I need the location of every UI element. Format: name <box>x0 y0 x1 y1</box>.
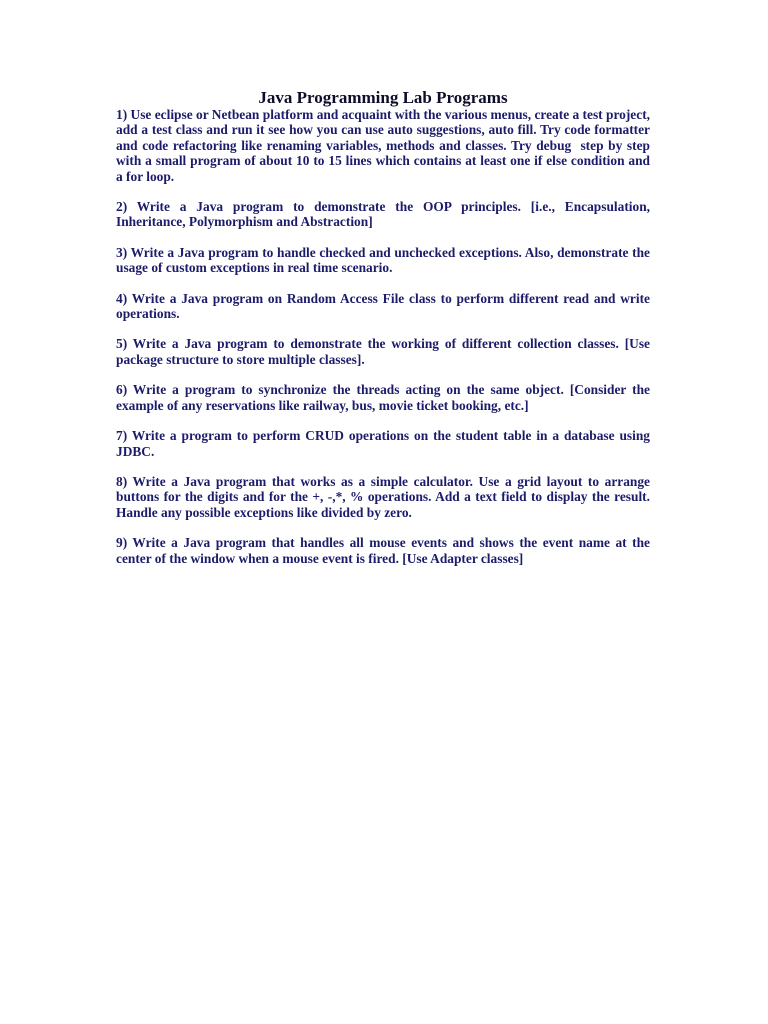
program-item-9: 9) Write a Java program that handles all mouse events and shows the event name at the center of the window when a mouse event is fired. [Use Adapter classes] <box>116 535 654 566</box>
program-item-7: 7) Write a program to perform CRUD operations on the student table in a database using JDBC. <box>116 428 654 459</box>
document-page <box>116 88 654 581</box>
program-item-6: 6) Write a program to synchronize the threads acting on the same object. [Consider the example of any reservations like railway, bus, movie ticket booking, etc.] <box>116 382 654 413</box>
program-item-2: 2) Write a Java program to demonstrate the OOP principles. [i.e., Encapsulation, Inheritance, Polymorphism and Abstraction] <box>116 199 654 230</box>
program-item-8: 8) Write a Java program that works as a simple calculator. Use a grid layout to arrange buttons for the digits and for the +, -,*, % operations. Add a text field to display the result. Handle any possible exceptions like divided by zero. <box>116 473 654 520</box>
program-list <box>116 107 654 566</box>
program-item-5: 5) Write a Java program to demonstrate the working of different collection classes. [Use package structure to store multiple classes]. <box>116 336 654 367</box>
program-item-3: 3) Write a Java program to handle checked and unchecked exceptions. Also, demonstrate the usage of custom exceptions in real time scenario. <box>116 244 654 276</box>
document-title: Java Programming Lab Programs <box>258 88 508 107</box>
program-item-4: 4) Write a Java program on Random Access File class to perform different read and write operations. <box>116 290 654 322</box>
program-item-1: 1) Use eclipse or Netbean platform and acquaint with the various menus, create a test project, add a test class and run it see how you can use auto suggestions, auto fill. Try code formatter and code refactoring like renaming variables, methods and classes. Try debug step by step with a small program of about 10 to 15 lines which contains at least one if else condition and a for loop. <box>116 107 654 184</box>
